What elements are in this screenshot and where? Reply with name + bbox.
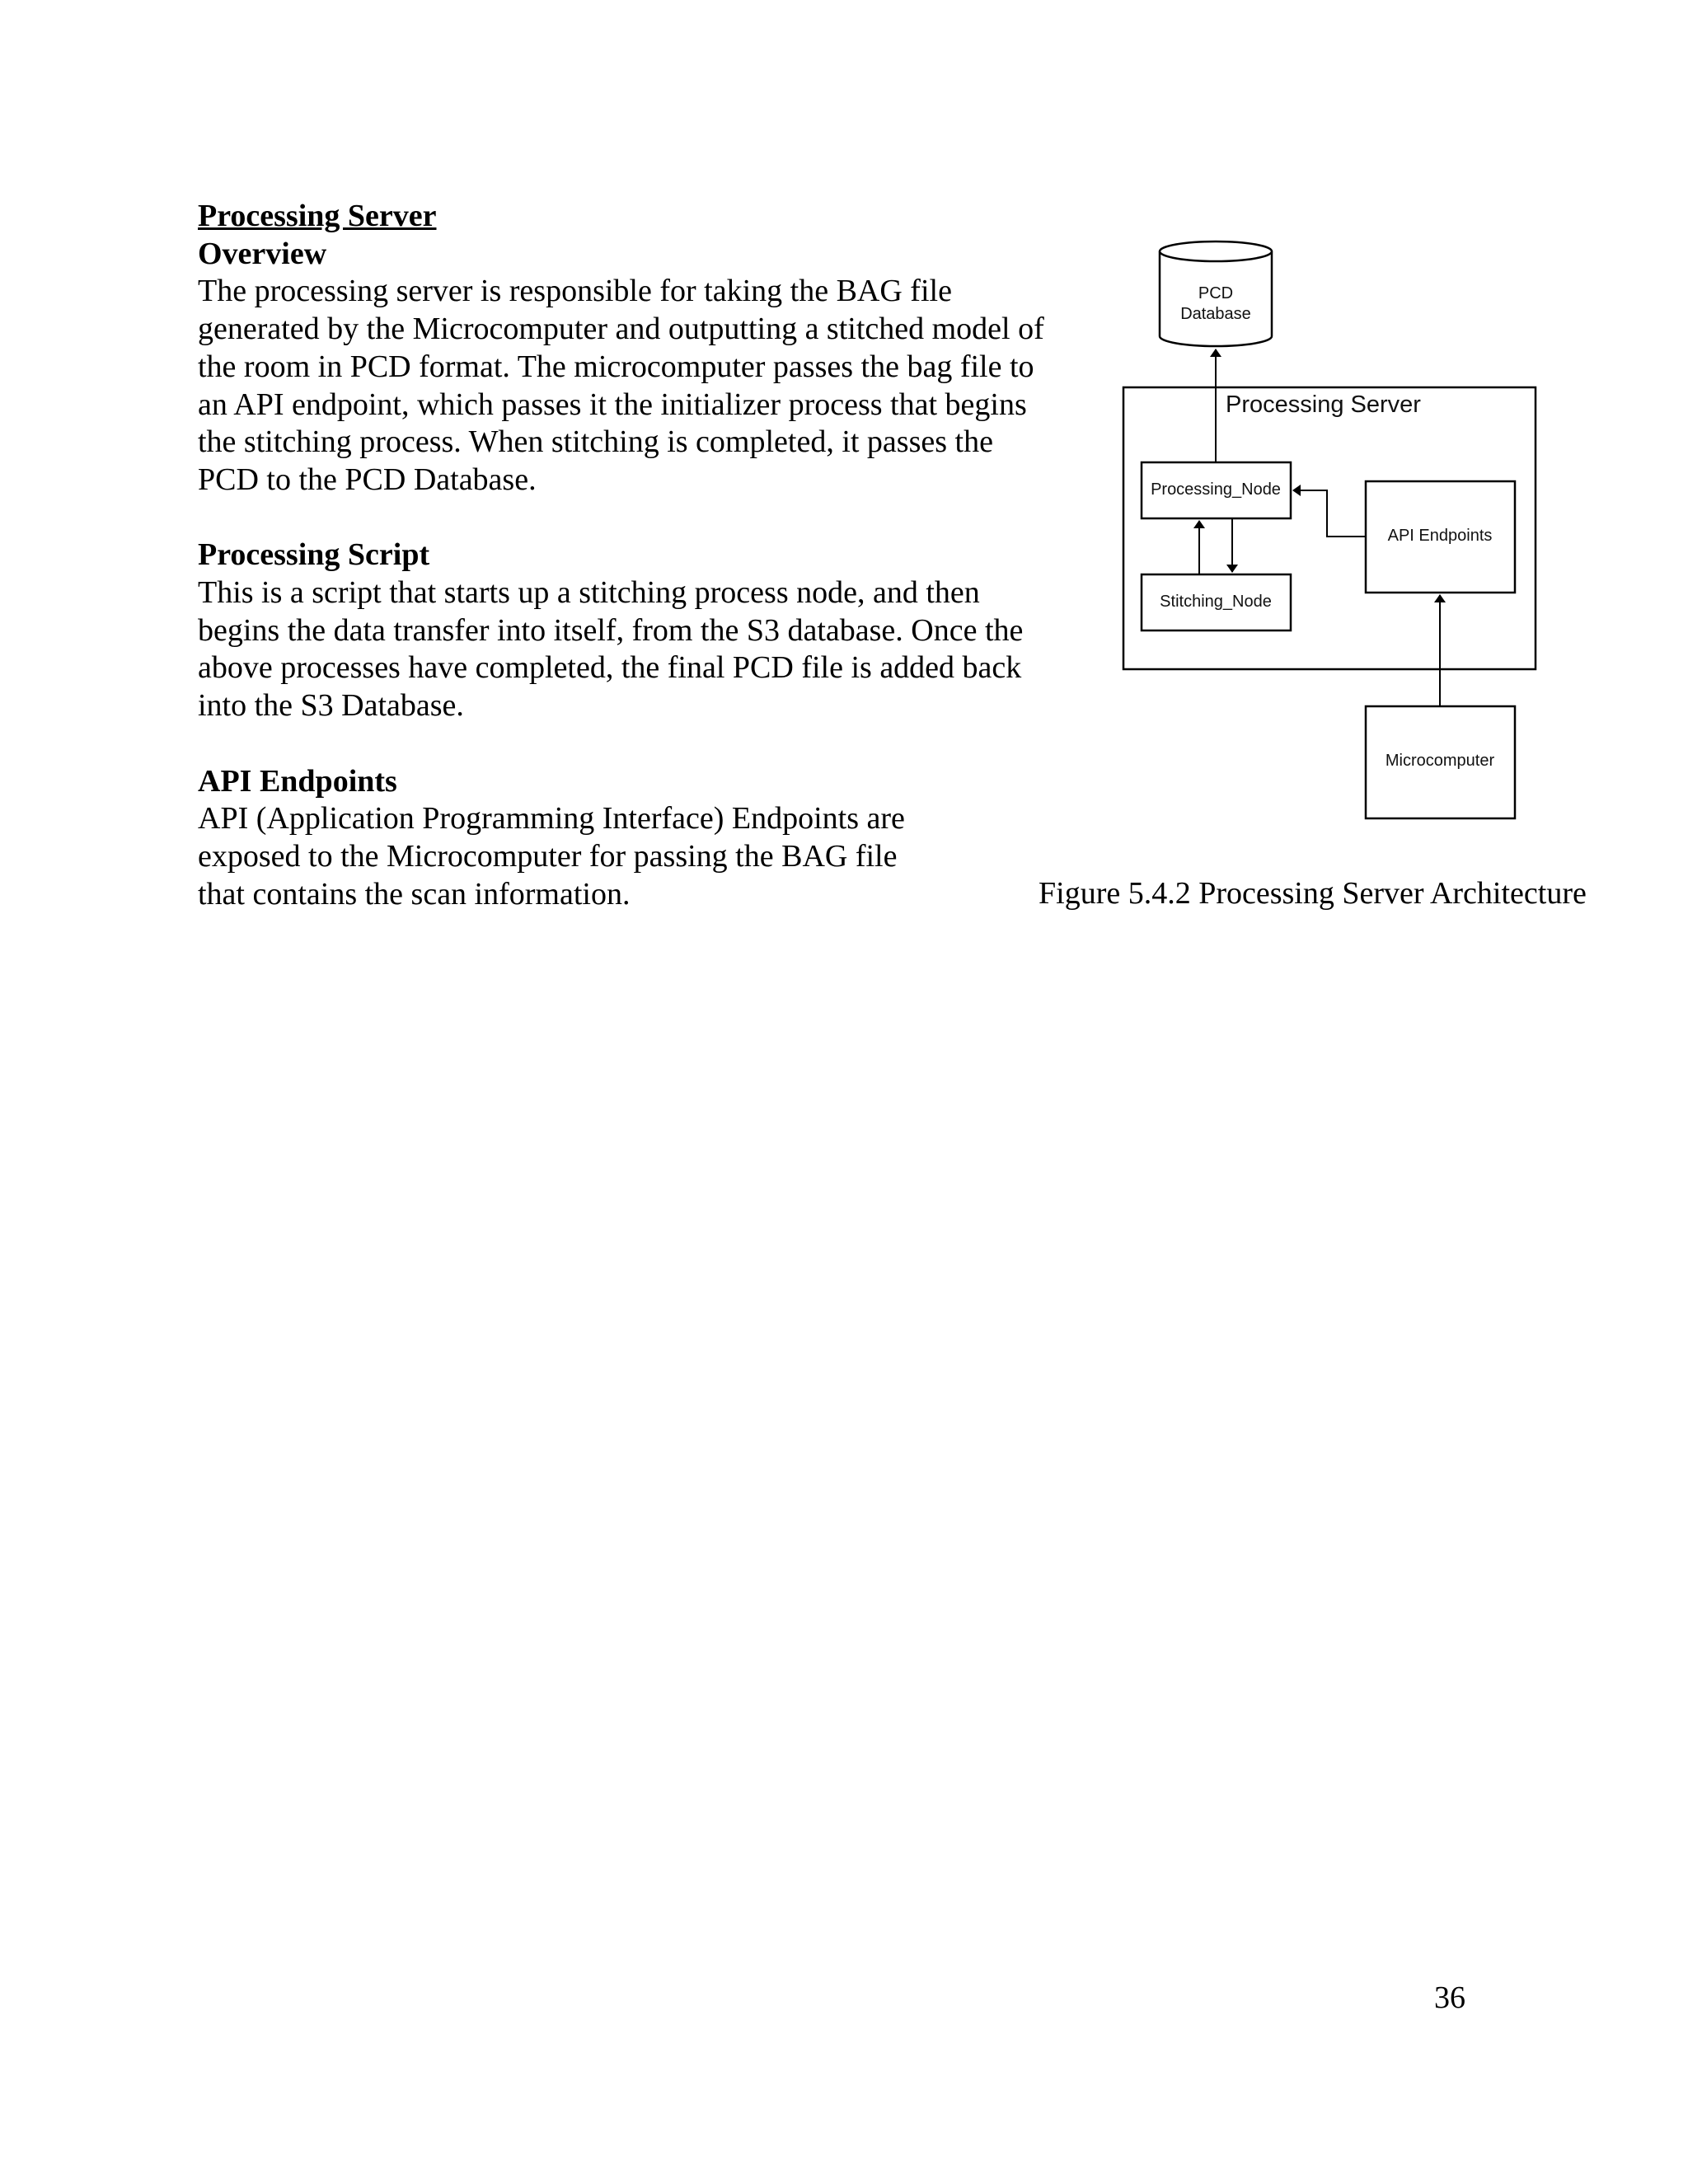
api-endpoints-paragraph (198, 800, 1096, 913)
processing-script-line: begins the data transfer into itself, from the S3 database. Once the (198, 612, 1024, 648)
overview-line: The processing server is responsible for taking the BAG file (198, 274, 952, 309)
api-endpoints-line: exposed to the Microcomputer for passing the BAG file (198, 838, 898, 874)
processing-script-title: Processing Script (198, 537, 430, 573)
paragraph-gap (198, 725, 1096, 763)
overview-title: Overview (198, 236, 327, 271)
api-endpoints-line: that contains the scan information. (198, 876, 631, 912)
architecture-diagram (1113, 231, 1574, 841)
pcd-database-label-line2: Database (1180, 305, 1251, 323)
page-number: 36 (1434, 1980, 1465, 2015)
figure-caption: Figure 5.4.2 Processing Server Architecture (1039, 876, 1587, 911)
section-heading: Processing Server (198, 199, 437, 233)
overview-line: the stitching process. When stitching is completed, it passes the (198, 424, 993, 460)
arrow-api-to-processing (1293, 490, 1366, 537)
api-endpoints-line: API (Application Programming Interface) Endpoints are (198, 801, 905, 837)
processing-script-line: into the S3 Database. (198, 688, 464, 724)
api-endpoints-label: API Endpoints (1387, 527, 1493, 545)
microcomputer-label: Microcomputer (1385, 752, 1495, 770)
pcd-database-cylinder (1160, 241, 1272, 346)
processing-script-paragraph (198, 574, 1096, 725)
overview-line: PCD to the PCD Database. (198, 462, 537, 497)
processing-script-line: above processes have completed, the final PCD file is added back (198, 650, 1022, 686)
overview-line: an API endpoint, which passes it the initializer process that begins (198, 387, 1027, 422)
paragraph-gap (198, 499, 1096, 537)
overview-line: the room in PCD format. The microcomputer passes the bag file to (198, 349, 1034, 384)
processing-node-label: Processing_Node (1151, 480, 1281, 499)
overview-paragraph (198, 273, 1096, 499)
body-text-column (198, 198, 1096, 913)
stitching-node-label: Stitching_Node (1160, 593, 1272, 611)
pcd-database-label-line1: PCD (1198, 284, 1234, 302)
overview-line: generated by the Microcomputer and outputting a stitched model of (198, 312, 1044, 347)
api-endpoints-title: API Endpoints (198, 763, 397, 799)
architecture-diagram-svg (1113, 231, 1574, 841)
processing-script-line: This is a script that starts up a stitching process node, and then (198, 575, 980, 611)
processing-server-label: Processing Server (1226, 391, 1421, 418)
